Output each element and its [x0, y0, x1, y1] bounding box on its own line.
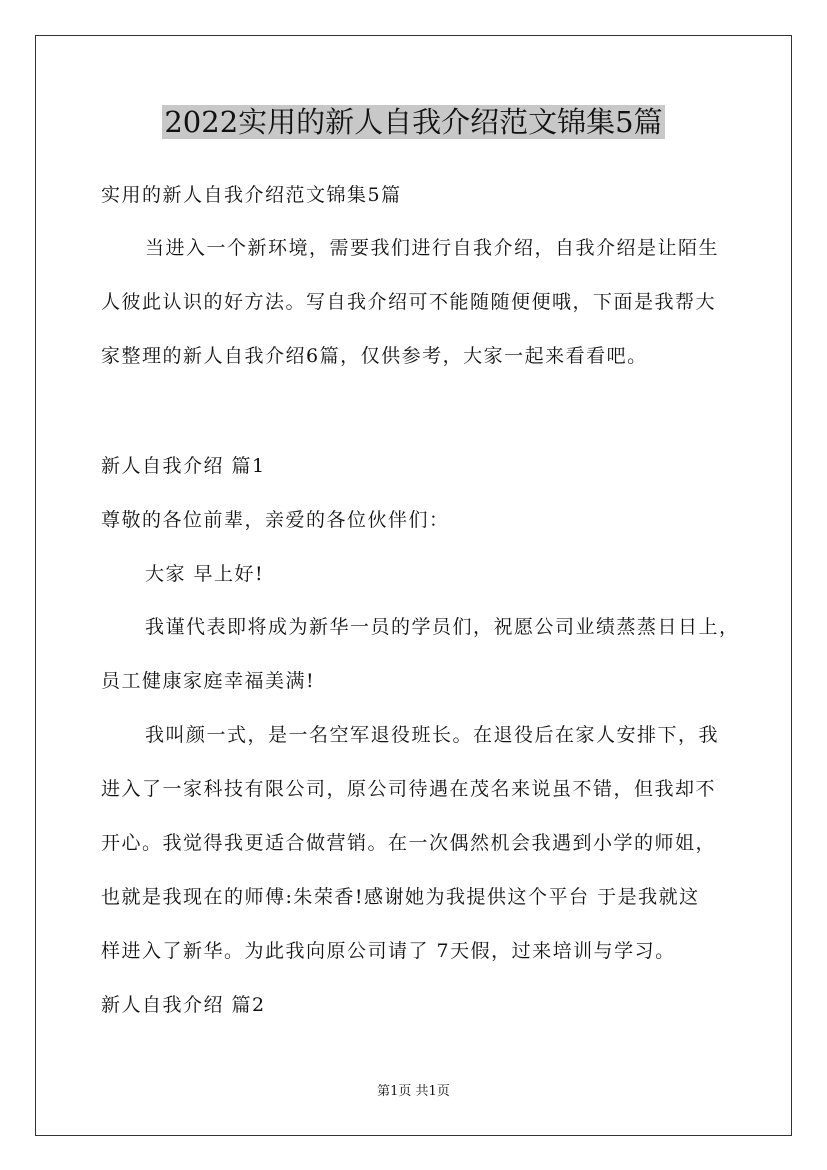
section-1-heading: 新人自我介绍 篇1 [101, 455, 266, 477]
intro-line-3: 家整理的新人自我介绍6篇，仅供参考，大家一起来看看吧。 [101, 345, 648, 367]
para1-line-1: 我谨代表即将成为新华一员的学员们，祝愿公司业绩蒸蒸日日上， [145, 616, 740, 638]
section-2-heading: 新人自我介绍 篇2 [101, 994, 266, 1016]
para2-line-1: 我叫颜一式，是一名空军退役班长。在退役后在家人安排下，我 [145, 724, 720, 746]
greeting: 大家 早上好! [145, 563, 265, 585]
subtitle: 实用的新人自我介绍范文锦集5篇 [101, 184, 402, 206]
para2-line-3: 开心。我觉得我更适合做营销。在一次偶然机会我遇到小学的师姐， [101, 832, 717, 854]
para2-line-2: 进入了一家科技有限公司，原公司待遇在茂名来说虽不错，但我却不 [101, 778, 717, 800]
document-title [0, 100, 827, 144]
document-title-text: 2022实用的新人自我介绍范文锦集5篇 [164, 105, 663, 139]
para2-line-5: 样进入了新华。为此我向原公司请了 7天假，过来培训与学习。 [101, 940, 676, 962]
salutation: 尊敬的各位前辈，亲爱的各位伙伴们： [101, 509, 450, 531]
intro-line-1: 当进入一个新环境，需要我们进行自我介绍，自我介绍是让陌生 [145, 237, 720, 259]
page-footer: 第1页 共1页 [377, 1084, 450, 1099]
intro-line-2: 人彼此认识的好方法。写自我介绍可不能随随便便哦，下面是我帮大 [101, 291, 717, 313]
para1-line-2: 员工健康家庭幸福美满! [101, 670, 316, 692]
para2-line-4: 也就是我现在的师傅:朱荣香!感谢她为我提供这个平台 于是我就这 [101, 886, 700, 908]
